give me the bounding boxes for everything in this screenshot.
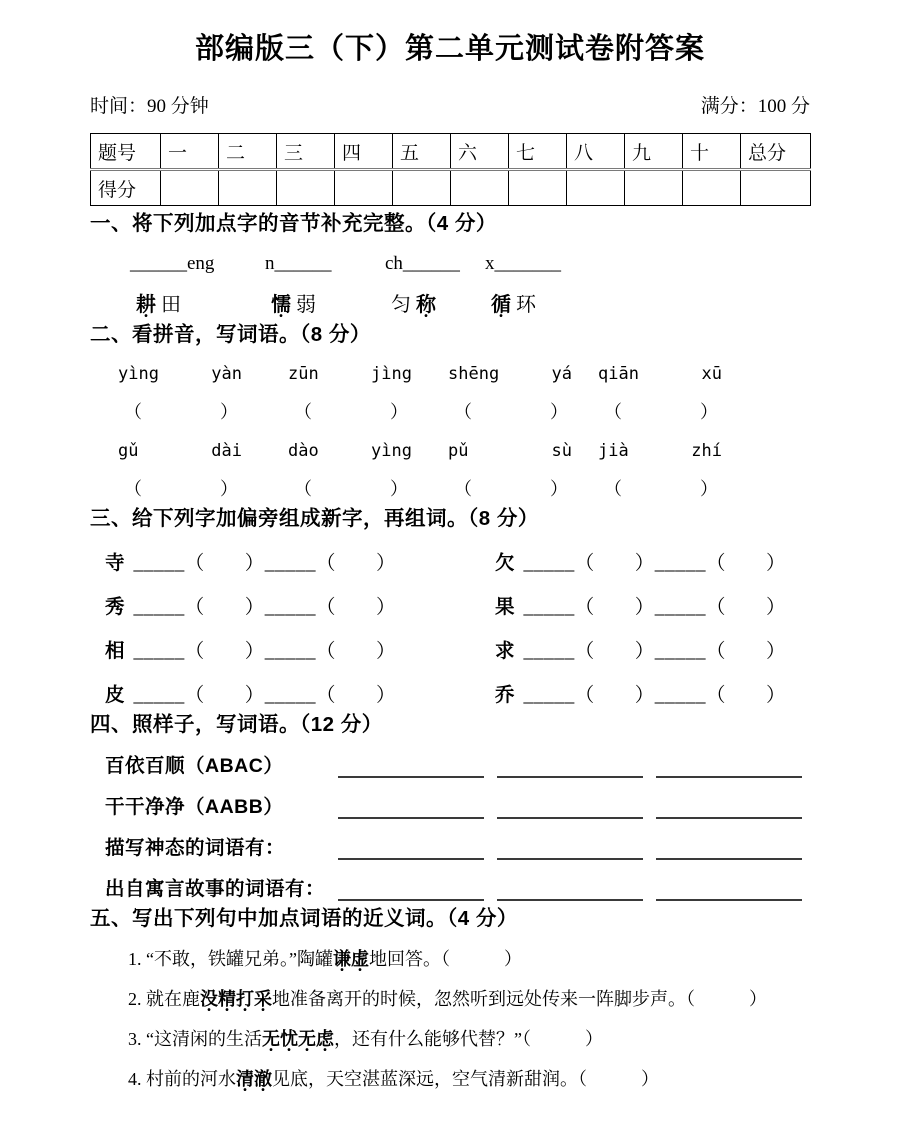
word-segment: 匀	[391, 294, 416, 316]
base-character: 乔	[495, 684, 515, 706]
syllable-blank: x_______	[485, 253, 561, 274]
answer-blank-line	[656, 754, 802, 778]
close-paren: ）	[550, 479, 568, 499]
sentence-item	[90, 1067, 810, 1091]
open-paren: （	[294, 402, 312, 422]
dotted-word	[391, 288, 491, 317]
pinyin-group	[440, 364, 580, 384]
radical-item	[105, 547, 495, 575]
radical-item	[495, 635, 786, 663]
open-paren: （	[124, 479, 142, 499]
close-paren: ）	[390, 479, 408, 499]
open-paren: （	[604, 402, 622, 422]
question-number-cell: 十	[683, 134, 741, 170]
dotted-chars: 无忧无虑	[262, 1029, 334, 1049]
pinyin-syllable: yìng	[371, 441, 412, 461]
dotted-word	[491, 288, 611, 317]
score-entry-cell	[277, 170, 335, 206]
syllable-blank: ch______	[385, 253, 460, 274]
answer-paren-row-1	[90, 398, 810, 424]
sentence-segment: 3. “这清闲的生活	[128, 1029, 262, 1049]
section-3-heading: 三、给下列字加偏旁组成新字，再组词。（8 分）	[90, 507, 539, 530]
question-number-cell: 三	[277, 134, 335, 170]
pinyin-group	[110, 441, 250, 461]
radical-row	[90, 679, 810, 707]
score-table	[90, 133, 811, 206]
word-segment: 弱	[291, 294, 316, 316]
word-pattern-row	[90, 793, 810, 819]
pinyin-syllable: zhí	[691, 441, 722, 461]
blank-paren-pattern: _____（ ）_____（ ）	[523, 641, 787, 662]
dotted-word	[271, 288, 391, 317]
question-number-cell: 七	[509, 134, 567, 170]
answer-parens	[110, 475, 250, 501]
answer-paren-row-2	[90, 475, 810, 501]
base-character: 秀	[105, 596, 125, 618]
score-entry-cell	[161, 170, 219, 206]
pinyin-syllable: zūn	[288, 364, 319, 384]
dotted-chars: 清澈	[236, 1069, 272, 1089]
sentence-segment: 4. 村前的河水	[128, 1069, 236, 1089]
blank-paren-pattern: _____（ ）_____（ ）	[133, 597, 397, 618]
total-score-header: 总分	[741, 134, 811, 170]
dotted-chars: 耕	[136, 294, 156, 316]
dotted-chars: 懦	[271, 294, 291, 316]
question-number-cell: 二	[219, 134, 277, 170]
page-title: 部编版三（下）第二单元测试卷附答案	[194, 33, 705, 65]
sentence-segment: 地准备离开的时候，忽然听到远处传来一阵脚步声。（ ）	[272, 989, 767, 1009]
radical-row	[90, 635, 810, 663]
answer-blank-line	[497, 877, 643, 901]
score-entry-cell	[625, 170, 683, 206]
answer-blank-line	[497, 795, 643, 819]
pinyin-syllable: sù	[551, 441, 572, 461]
pinyin-syllable: dài	[211, 441, 242, 461]
answer-blank-line	[338, 836, 484, 860]
dotted-chars: 谦虚	[332, 949, 369, 969]
pinyin-row-1	[90, 364, 810, 384]
answer-blank-line	[656, 836, 802, 860]
open-paren: （	[294, 479, 312, 499]
close-paren: ）	[700, 402, 718, 422]
section-4-heading: 四、照样子，写词语。（12 分）	[90, 713, 383, 736]
close-paren: ）	[220, 402, 238, 422]
answer-blank-line	[338, 877, 484, 901]
pinyin-syllable: yàn	[211, 364, 242, 384]
score-entry-row	[91, 170, 811, 206]
word-pattern-row	[90, 834, 810, 860]
full-score-label: 满分：100 分	[700, 96, 810, 117]
sentence-item	[90, 947, 810, 971]
radical-item	[495, 679, 786, 707]
question-number-cell: 九	[625, 134, 683, 170]
pinyin-group	[440, 441, 580, 461]
pinyin-group	[280, 364, 420, 384]
pinyin-group	[280, 441, 420, 461]
dotted-chars: 没精打采	[200, 989, 272, 1009]
blank-paren-pattern: _____（ ）_____（ ）	[133, 685, 397, 706]
pattern-label: 百依百顺（ABAC）	[105, 755, 284, 777]
close-paren: ）	[550, 402, 568, 422]
answer-parens	[280, 398, 420, 424]
answer-blank-line	[338, 795, 484, 819]
score-entry-cell	[393, 170, 451, 206]
pinyin-syllable: shēng	[448, 364, 500, 384]
question-number-cell: 五	[393, 134, 451, 170]
pattern-label: 出自寓言故事的词语有：	[105, 878, 326, 900]
pinyin-syllable: qiān	[598, 364, 639, 384]
question-number-cell: 一	[161, 134, 219, 170]
score-row-header: 得分	[91, 170, 161, 206]
radical-row	[90, 591, 810, 619]
pattern-label: 干干净净（AABB）	[105, 796, 284, 818]
answer-parens	[110, 398, 250, 424]
word-pattern-row	[90, 875, 810, 901]
pinyin-group	[590, 441, 730, 461]
sentence-segment: 1. “不敢，铁罐兄弟。”陶罐	[128, 949, 333, 969]
question-number-header: 题号	[91, 134, 161, 170]
sentence-segment: ，还有什么能够代替？”（ ）	[334, 1029, 603, 1049]
score-entry-cell	[335, 170, 393, 206]
blank-paren-pattern: _____（ ）_____（ ）	[523, 685, 787, 706]
dotted-chars: 循	[491, 294, 511, 316]
radical-item	[495, 547, 786, 575]
answer-parens	[440, 475, 580, 501]
score-entry-cell	[451, 170, 509, 206]
blank-paren-pattern: _____（ ）_____（ ）	[523, 553, 787, 574]
question-number-cell: 八	[567, 134, 625, 170]
score-entry-cell	[509, 170, 567, 206]
pinyin-syllable: dào	[288, 441, 319, 461]
pinyin-group	[590, 364, 730, 384]
dotted-word	[136, 288, 271, 317]
question-number-cell: 六	[451, 134, 509, 170]
pinyin-syllable: yìng	[118, 364, 159, 384]
answer-parens	[440, 398, 580, 424]
dotted-word-row	[90, 288, 810, 317]
base-character: 皮	[105, 684, 125, 706]
answer-blank-line	[497, 754, 643, 778]
open-paren: （	[124, 402, 142, 422]
section-5-heading: 五、写出下列句中加点词语的近义词。（4 分）	[90, 907, 518, 930]
radical-row	[90, 547, 810, 575]
answer-parens	[590, 475, 730, 501]
blank-paren-pattern: _____（ ）_____（ ）	[133, 553, 397, 574]
radical-item	[105, 635, 495, 663]
radical-item	[105, 679, 495, 707]
answer-parens	[280, 475, 420, 501]
base-character: 果	[495, 596, 515, 618]
score-entry-cell	[741, 170, 811, 206]
section-1-heading: 一、将下列加点字的音节补充完整。（4 分）	[90, 212, 497, 235]
section-2-heading: 二、看拼音，写词语。（8 分）	[90, 323, 371, 346]
open-paren: （	[604, 479, 622, 499]
base-character: 寺	[105, 552, 125, 574]
paper-info-row	[90, 91, 810, 118]
close-paren: ）	[390, 402, 408, 422]
close-paren: ）	[700, 479, 718, 499]
base-character: 求	[495, 640, 515, 662]
word-segment: 环	[511, 294, 536, 316]
answer-blank-line	[656, 795, 802, 819]
sentence-segment: 地回答。（ ）	[368, 949, 522, 969]
pattern-label: 描写神态的词语有：	[105, 837, 286, 859]
pinyin-syllable: pǔ	[448, 441, 469, 461]
pinyin-syllable: jìng	[371, 364, 412, 384]
open-paren: （	[454, 479, 472, 499]
radical-item	[105, 591, 495, 619]
score-entry-cell	[567, 170, 625, 206]
sentence-segment: 见底，天空湛蓝深远，空气清新甜润。（ ）	[272, 1069, 659, 1089]
pinyin-syllable: yá	[551, 364, 572, 384]
answer-blank-line	[338, 754, 484, 778]
question-number-cell: 四	[335, 134, 393, 170]
pinyin-syllable: gǔ	[118, 441, 139, 461]
open-paren: （	[454, 402, 472, 422]
syllable-blank-row	[90, 253, 810, 275]
answer-blank-line	[497, 836, 643, 860]
blank-paren-pattern: _____（ ）_____（ ）	[133, 641, 397, 662]
sentence-item	[90, 1027, 810, 1051]
time-limit-label: 时间：90 分钟	[90, 96, 209, 117]
radical-item	[495, 591, 786, 619]
sentence-item	[90, 987, 810, 1011]
score-entry-cell	[683, 170, 741, 206]
answer-blank-line	[656, 877, 802, 901]
blank-paren-pattern: _____（ ）_____（ ）	[523, 597, 787, 618]
pinyin-syllable: xū	[701, 364, 722, 384]
pinyin-syllable: jià	[598, 441, 629, 461]
sentence-segment: 2. 就在鹿	[128, 989, 200, 1009]
word-pattern-row	[90, 752, 810, 778]
word-segment: 田	[156, 294, 181, 316]
syllable-blank: n______	[265, 253, 332, 274]
base-character: 欠	[495, 552, 515, 574]
dotted-chars: 称	[416, 294, 436, 316]
syllable-blank: ______eng	[130, 253, 215, 274]
base-character: 相	[105, 640, 125, 662]
pinyin-group	[110, 364, 250, 384]
pinyin-row-2	[90, 441, 810, 461]
question-number-row	[91, 134, 811, 170]
close-paren: ）	[220, 479, 238, 499]
score-entry-cell	[219, 170, 277, 206]
answer-parens	[590, 398, 730, 424]
